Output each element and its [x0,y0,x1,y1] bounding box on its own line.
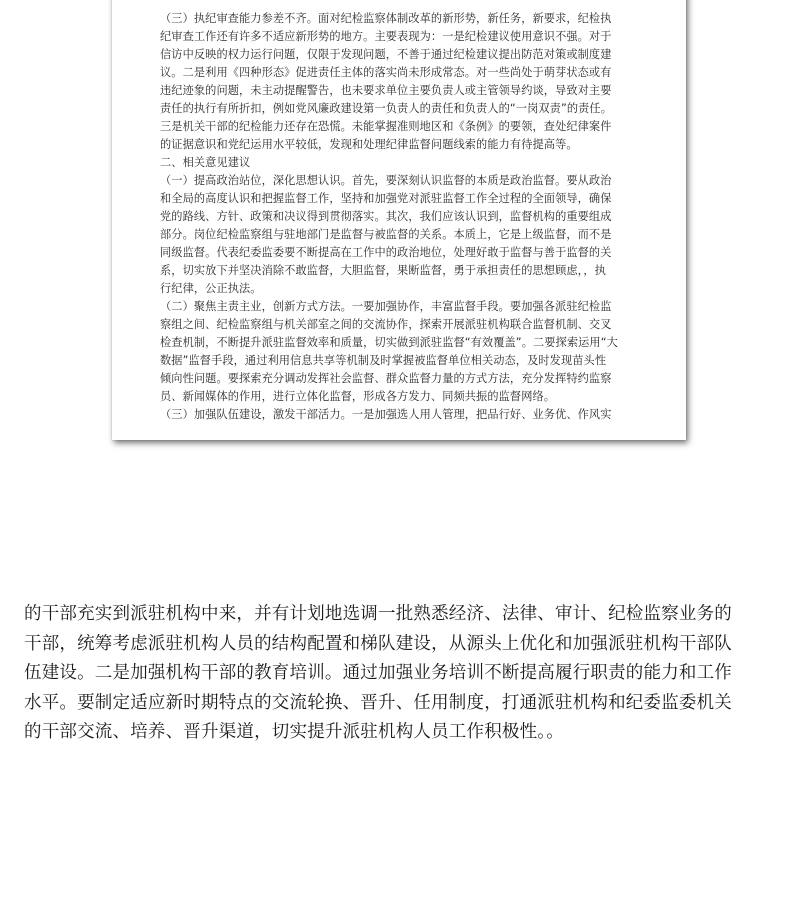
body-line: 的干部充实到派驻机构中来，并有计划地选调一批熟悉经济、法律、审计、纪检监察业务的 [24,604,732,624]
document-line: 部分。岗位纪检监察组与驻地部门是监督与被监督的关系。本质上，它是上级监督，而不是 [160,228,612,241]
document-line: 检查机制，不断提升派驻监督效率和质量，切实做到派驻监督“有效覆盖”。二要探索运用“大 [160,336,618,349]
body-line: 伍建设。二是加强机构干部的教育培训。通过加强业务培训不断提高履行职责的能力和工作 [24,663,732,683]
document-line: 的证据意识和党纪运用水平较低，发现和处理纪律监督问题线索的能力有待提高等。 [160,138,578,151]
document-line: 党的路线、方针、政策和决议得到贯彻落实。其次，我们应该认识到，监督机构的重要组成 [160,210,612,223]
document-line: 系，切实放下并坚决消除不敢监督，大胆监督，果断监督，勇于承担责任的思想顾虑，，执 [160,264,606,277]
document-line: 行纪律，公正执法。 [160,282,262,295]
document-line: 纪审查工作还有许多不适应新形势的地方。主要表现为：一是纪检建议使用意识不强。对于 [160,30,612,43]
document-line: 同级监督。代表纪委监委要不断提高在工作中的政治地位，处理好敢于监督与善于监督的关 [160,246,612,259]
document-line: 信访中反映的权力运行问题，仅限于发现问题，不善于通过纪检建议提出防范对策或制度建 [160,48,612,61]
document-line: 察组之间、纪检监察组与机关部室之间的交流协作，探索开展派驻机构联合监督机制、交叉 [160,318,612,331]
document-line: （一）提高政治站位，深化思想认识。首先，要深刻认识监督的本质是政治监督。要从政治 [160,174,612,187]
document-line: （三）加强队伍建设，激发干部活力。一是加强选人用人管理，把品行好、业务优、作风实 [160,408,612,421]
document-line: 违纪迹象的问题，未主动提醒警告，也未要求单位主要负责人或主管领导约谈，导致对主要 [160,84,612,97]
body-paragraph [24,600,780,748]
document-line: （二）聚焦主责主业，创新方式方法。一要加强协作，丰富监督手段。要加强各派驻纪检监 [160,300,612,313]
document-line [160,0,642,10]
body-line: 的干部交流、培养、晋升渠道，切实提升派驻机构人员工作积极性。。 [24,722,564,742]
document-line: 倾向性问题。要探索充分调动发挥社会监督、群众监督力量的方式方法，充分发挥特约监察 [160,372,612,385]
document-line: 和全局的高度认识和把握监督工作，坚持和加强党对派驻监督工作全过程的全面领导，确保 [160,192,612,205]
document-line: 三是机关干部的纪检能力还存在恐慌。未能掌握准则地区和《条例》的要领，查处纪律案件 [160,120,612,133]
document-line: 数据”监督手段，通过利用信息共享等机制及时掌握被监督单位相关动态，及时发现苗头性 [160,354,607,367]
body-line: 干部，统筹考虑派驻机构人员的结构配置和梯队建设，从源头上优化和加强派驻机构干部队 [24,633,732,654]
document-line: 议。二是利用《四种形态》促进责任主体的落实尚未形成常态。对一些尚处于萌芽状态或有 [160,66,612,79]
document-line: 员、新闻媒体的作用，进行立体化监督，形成各方发力、同频共振的监督网络。 [160,390,556,403]
document-page-image [112,0,686,440]
document-line: 责任的执行有所折扣，例如党风廉政建设第一负责人的责任和负责人的“一岗双责”的责任。 [160,102,613,115]
document-line: （三）执纪审查能力参差不齐。面对纪检监察体制改革的新形势，新任务，新要求，纪检执 [160,12,612,25]
document-page-text [160,0,642,424]
body-line: 水平。要制定适应新时期特点的交流轮换、晋升、任用制度，打通派驻机构和纪委监委机关 [24,692,732,713]
document-line: 二、相关意见建议 [160,156,251,169]
